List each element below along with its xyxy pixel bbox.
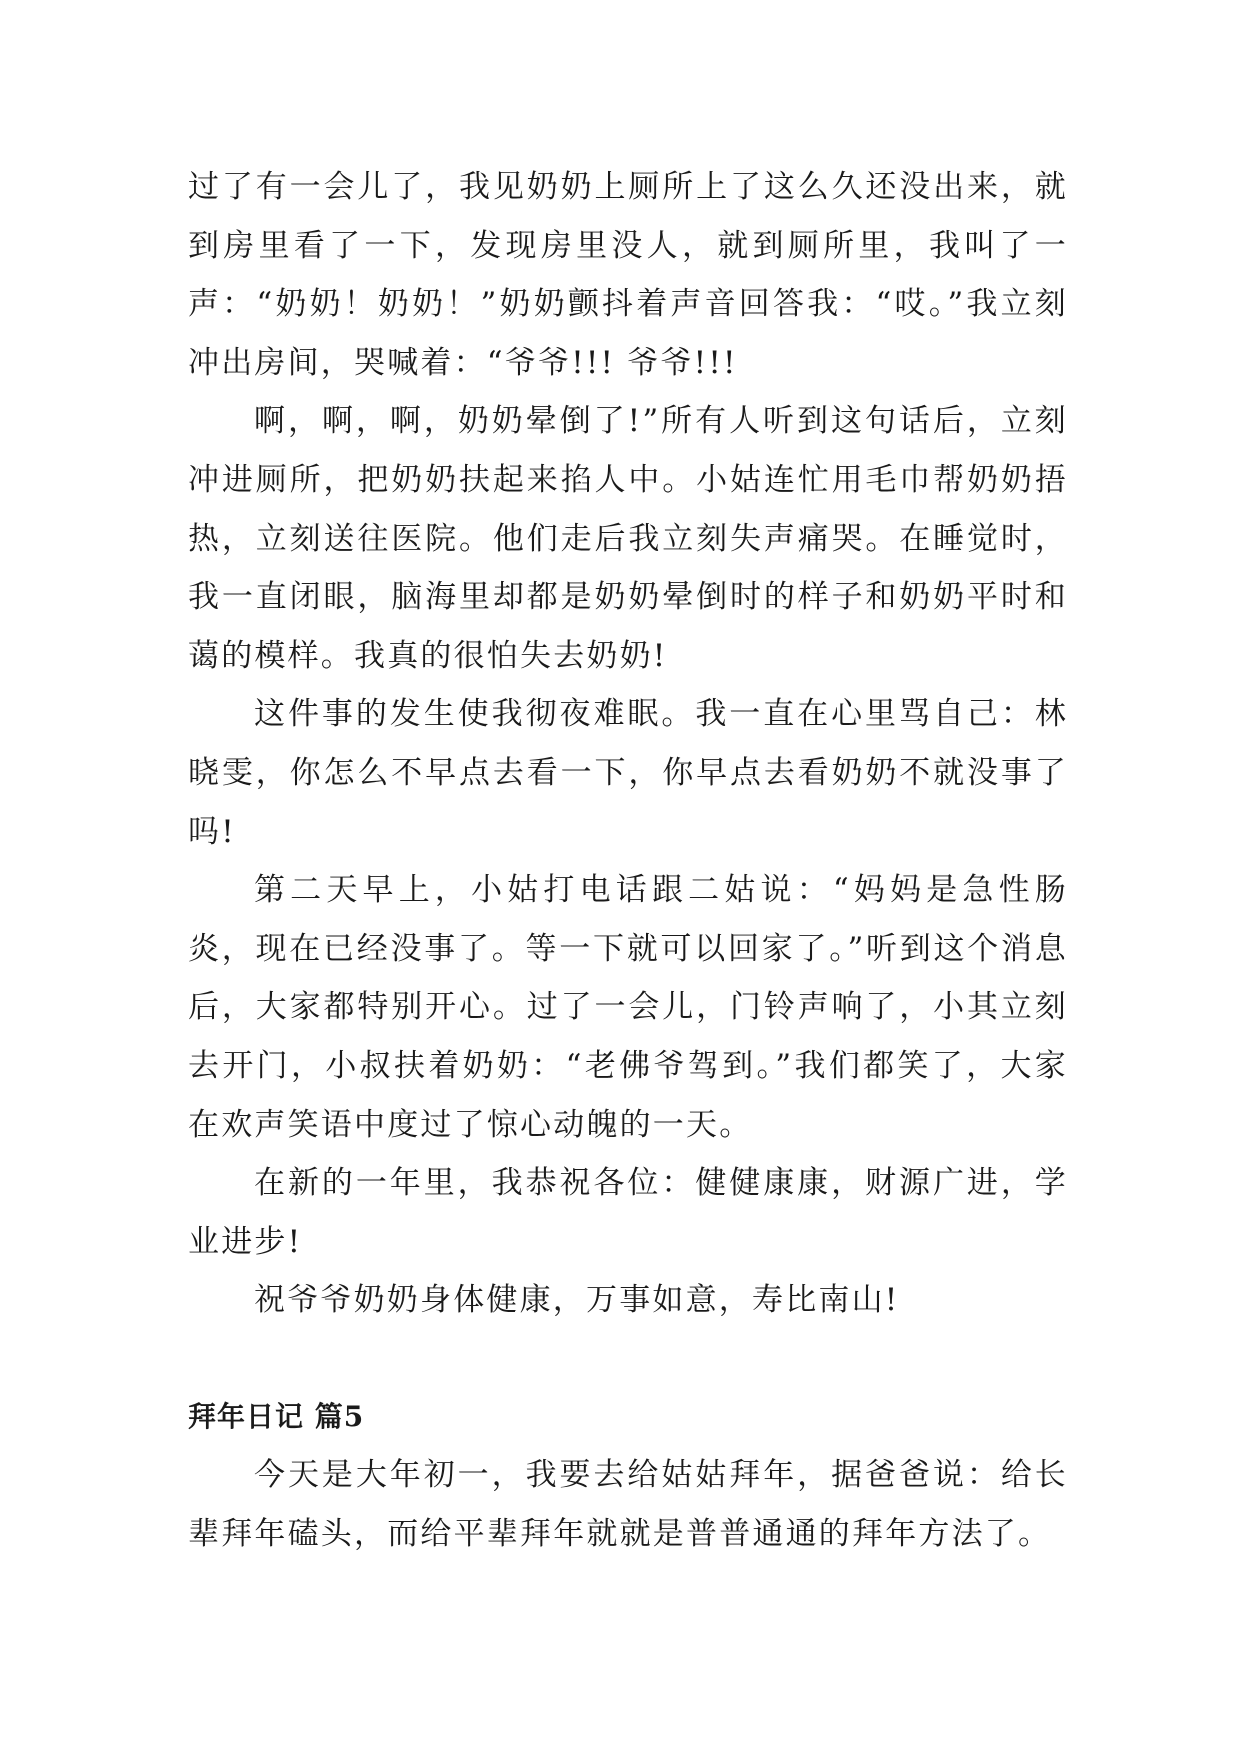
paragraph-2: 啊，啊，啊，奶奶晕倒了!”所有人听到这句话后，立刻冲进厕所，把奶奶扶起来掐人中。小姑连忙用毛巾帮奶奶捂热，立刻送往医院。他们走后我立刻失声痛哭。在睡觉时，我一直闭眼，脑海里却都是奶奶晕倒时的样子和奶奶平时和蔼的模样。我真的很怕失去奶奶! — [188, 403, 1068, 674]
paragraph-1: 过了有一会儿了，我见奶奶上厕所上了这么久还没出来，就到房里看了一下，发现房里没人，就到厕所里，我叫了一声：“奶奶！奶奶！”奶奶颤抖着声音回答我：“哎。”我立刻冲出房间，哭喊着：“爷爷!!! 爷爷!!! — [188, 169, 1068, 381]
paragraph-7: 今天是大年初一，我要去给姑姑拜年，据爸爸说：给长辈拜年磕头，而给平辈拜年就就是普普通通的拜年方法了。 — [188, 1457, 1068, 1553]
paragraph-3: 这件事的发生使我彻夜难眠。我一直在心里骂自己：林晓雯，你怎么不早点去看一下，你早点去看奶奶不就没事了吗! — [188, 696, 1068, 850]
paragraph-6: 祝爷爷奶奶身体健康，万事如意，寿比南山! — [254, 1282, 900, 1319]
section-spacer — [188, 1330, 1068, 1388]
document-body — [188, 158, 1068, 1564]
paragraph-5: 在新的一年里，我恭祝各位：健健康康，财源广进，学业进步! — [188, 1165, 1068, 1260]
paragraph-4: 第二天早上，小姑打电话跟二姑说：“妈妈是急性肠炎，现在已经没事了。等一下就可以回家了。”听到这个消息后，大家都特别开心。过了一会儿，门铃声响了，小其立刻去开门，小叔扶着奶奶：“老佛爷驾到。”我们都笑了，大家在欢声笑语中度过了惊心动魄的一天。 — [188, 872, 1068, 1143]
section-heading: 拜年日记 篇5 — [188, 1399, 365, 1433]
